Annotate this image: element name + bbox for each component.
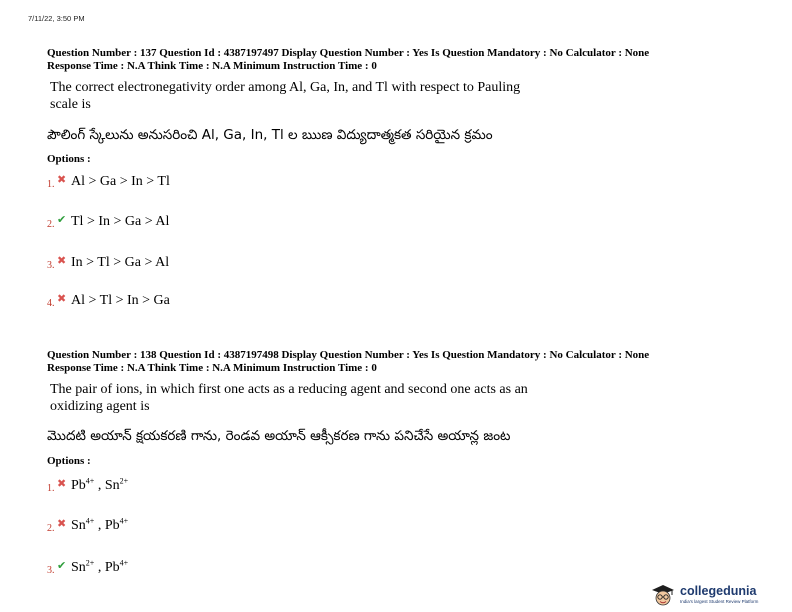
question-138-option-3 [47,558,128,576]
wrong-mark-icon: ✖ [57,477,67,490]
question-137-options-label: Options : [47,153,91,165]
question-138-options-label: Options : [47,455,91,467]
question-137-text-te: పౌలింగ్ స్కేలును అనుసరించి Al, Ga, In, Tl ల ఋణ విద్యుదాత్మకత సరియైన క్రమం [47,127,493,143]
correct-check-icon: ✔ [57,559,67,572]
ion-2: Pb [104,560,120,575]
wrong-mark-icon: ✖ [57,254,67,267]
question-137-option-1 [47,172,170,190]
student-mascot-icon [650,583,676,607]
print-timestamp: 7/11/22, 3:50 PM [28,14,85,23]
ion-1: Sn [71,560,86,575]
option-text: Al > Tl > In > Ga [71,293,170,308]
ion-1-charge: 4+ [85,516,95,526]
option-text: Al > Ga > In > Tl [71,174,170,189]
question-138-text-en-line2: oxidizing agent is [50,399,150,414]
collegedunia-logo [650,583,792,607]
ion-1-charge: 2+ [85,558,95,568]
logo-tagline: India's largest Student Review Platform [680,599,759,604]
question-138-text-en [50,381,610,415]
option-number: 2. [47,523,55,534]
correct-check-icon: ✔ [57,213,67,226]
ion-1: Sn [71,518,86,533]
option-text [71,518,128,533]
option-number: 3. [47,565,55,576]
question-138-text-en-line1: The pair of ions, in which first one acts as a reducing agent and second one acts as an [50,382,528,397]
question-138-option-2 [47,516,128,534]
option-number: 1. [47,179,55,190]
option-number: 1. [47,483,55,494]
question-138-meta-line1: Question Number : 138 Question Id : 4387197498 Display Question Number : Yes Is Question Mandatory : No Calculator : None [47,349,650,361]
option-number: 4. [47,298,55,309]
question-137-meta-line2: Response Time : N.A Think Time : N.A Minimum Instruction Time : 0 [47,60,377,72]
question-137-option-2 [47,212,169,230]
wrong-mark-icon: ✖ [57,173,67,186]
question-137-text-en-line2: scale is [50,97,91,112]
ion-separator: , [94,518,105,533]
option-text [71,478,128,493]
question-137-text-en-line1: The correct electronegativity order among Al, Ga, In, and Tl with respect to Pauling [50,80,521,95]
ion-1-charge: 4+ [85,476,95,486]
question-138-text-te: మొదటి అయాన్ క్షయకరణి గాను, రెండవ అయాన్ ఆక్సీకరణ గాను పనిచేసే అయాన్ల జంట [47,428,511,444]
logo-name: collegedunia [680,584,757,598]
question-138-meta-line2: Response Time : N.A Think Time : N.A Minimum Instruction Time : 0 [47,362,377,374]
question-137-text-en [50,79,610,113]
question-137-option-4 [47,291,170,309]
ion-1: Pb [71,478,86,493]
option-text: Tl > In > Ga > Al [71,214,170,229]
question-138-option-1 [47,476,128,494]
ion-separator: , [94,478,105,493]
ion-2-charge: 2+ [119,476,129,486]
ion-2: Pb [104,518,120,533]
option-number: 2. [47,219,55,230]
wrong-mark-icon: ✖ [57,517,67,530]
wrong-mark-icon: ✖ [57,292,67,305]
option-number: 3. [47,260,55,271]
ion-2: Sn [104,478,120,493]
question-137-meta-line1: Question Number : 137 Question Id : 4387197497 Display Question Number : Yes Is Question Mandatory : No Calculator : None [47,47,650,59]
ion-separator: , [94,560,105,575]
option-text: In > Tl > Ga > Al [71,255,170,270]
ion-2-charge: 4+ [119,558,129,568]
ion-2-charge: 4+ [119,516,129,526]
option-text [71,560,128,575]
question-137-option-3 [47,253,169,271]
